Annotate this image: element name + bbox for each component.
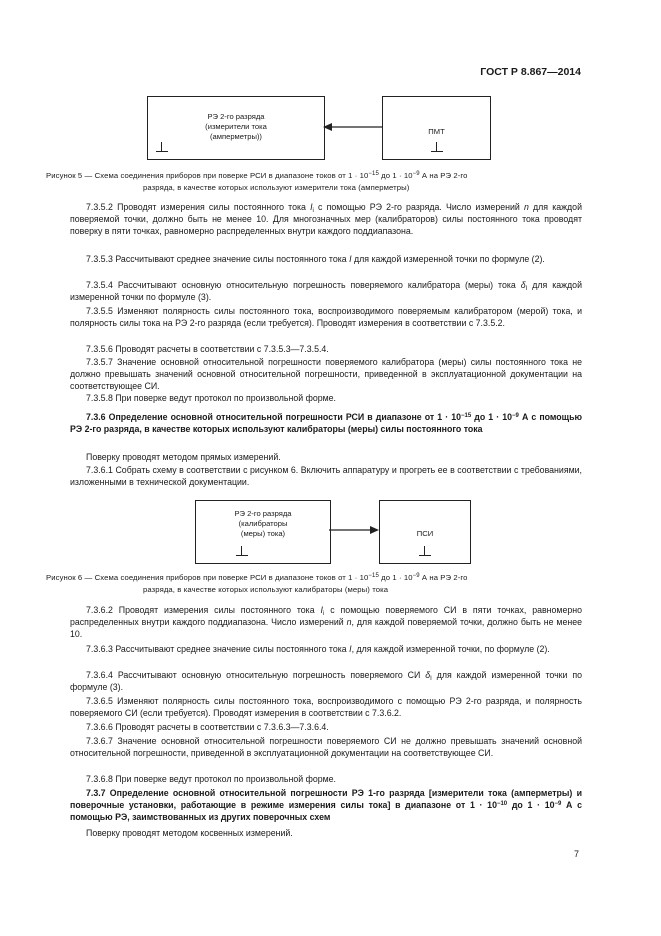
section-7-3-7-title: 7.3.7 Определение основной относительной погрешности РЭ 1-го разряда [измерители тока (амперметры) и поверочные установки, работающие в режиме измерения силы тока] в диапазоне от $1 \cdot 10^{-10}$ до $1 \cdot 10^{-9}$ А с помощью РЭ, заимствованных из других поверочных схем [70,788,582,823]
paragraph-7-3-5-6: 7.3.5.6 Проводят расчеты в соответствии с 7.3.5.3—7.3.5.4. [86,344,329,354]
fig5-left-line1: РЭ 2-го разряда [207,112,265,121]
section-7-3-6-title: 7.3.6 Определение основной относительной погрешности РСИ в диапазоне от $1 \cdot 10^{-15}$ до $1 \cdot 10^{-9}$ А с помощью РЭ 2-го разряда, в качестве которых используют калибраторы (меры) силы постоянного тока [70,412,582,435]
paragraph-7-3-6-4: 7.3.6.4 Рассчитывают основную относительную погрешность поверяемого СИ $\delta_I$ для каждой измеренной точки по формуле (3). [70,670,582,693]
fig5-arrow-left-icon [323,120,383,134]
paragraph-7-3-6-7: 7.3.6.7 Значение основной относительной погрешности поверяемого СИ не должно превышать значений основной относительной погрешности, приведенной в эксплуатационной документации на соответствующее СИ. [70,736,582,759]
paragraph-7-3-5-8: 7.3.5.8 При поверке ведут протокол по произвольной форме. [86,393,336,403]
fig6-arrow-right-icon [329,523,379,537]
document-code: ГОСТ Р 8.867—2014 [480,66,581,78]
paragraph-7-3-6-3: 7.3.6.3 Рассчитывают среднее значение силы постоянного тока I, для каждой измеренной точки, по формуле (2). [86,644,550,654]
paragraph-7-3-5-3: 7.3.5.3 Рассчитывают среднее значение силы постоянного тока I для каждой измеренной точки по формуле (2). [86,254,545,264]
fig5-left-box [147,96,325,160]
figure-5-caption: Рисунок 5 — Схема соединения приборов при поверке РСИ в диапазоне токов от $1 \cdot 10^{-15}$ до $1 \cdot 10^{-9}$ А на РЭ 2-го разряда, в качестве которых используют измерители тока (амперметры) [46,171,468,192]
fig5-left-line2: (измерители тока [205,121,267,131]
ground-icon [236,546,248,558]
fig5-left-line3: (амперметры)) [210,131,262,141]
fig5-right-label: ПМТ [428,127,445,136]
paragraph-7-3-5-7: 7.3.5.7 Значение основной относительной погрешности поверяемого калибратора (меры) силы постоянного тока не должно превышать значений основной относительной погрешности, приведенной в эксплуатационной документации на соответствующее СИ. [70,357,582,392]
fig6-left-line3: (меры) тока) [240,528,286,538]
paragraph-7-3-5-5: 7.3.5.5 Изменяют полярность силы постоянного тока, воспроизводимого поверяемым калибратором (мерой) тока, и полярность силы тока на РЭ 2-го разряда (если требуется). Проводят измерения в соответствии с 7.3.5.2. [70,306,582,329]
fig6-right-label: ПСИ [416,529,434,538]
paragraph-7-3-5-2: 7.3.5.2 Проводят измерения силы постоянного тока $I_i$ с помощью РЭ 2-го разряда. Число измерений n для каждой поверяемой точки, должно быть не менее 10. Для многозначных мер (калибраторов) силы постоянного тока проводят поверку в пяти точках, равномерно распределенных внутри каждого поддиапазона. [70,202,582,237]
paragraph-7-3-7-intro: Поверку проводят методом косвенных измерений. [86,828,293,838]
ground-icon [156,142,168,154]
paragraph-7-3-6-6: 7.3.6.6 Проводят расчеты в соответствии с 7.3.6.3—7.3.6.4. [86,722,329,732]
paragraph-7-3-6-8: 7.3.6.8 При поверке ведут протокол по произвольной форме. [86,774,336,784]
fig6-left-line1: РЭ 2-го разряда [234,509,292,518]
ground-icon [431,142,443,154]
paragraph-7-3-6-1: 7.3.6.1 Собрать схему в соответствии с рисунком 6. Включить аппаратуру и прогреть ее в соответствии с требованиями, изложенными в технической документации. [70,465,582,488]
ground-icon [419,546,431,558]
fig6-left-box [195,500,331,564]
page-number: 7 [573,849,579,859]
paragraph-7-3-6-5: 7.3.6.5 Изменяют полярность силы постоянного тока, воспроизводимого с помощью РЭ 2-го разряда, и полярность поверяемого СИ (если требуется). Проводят измерения в соответствии с 7.3.6.2. [70,696,582,719]
paragraph-7-3-5-4: 7.3.5.4 Рассчитывают основную относительную погрешность поверяемого калибратора (меры) тока $\delta_I$ для каждой измеренной точки по формуле (3). [70,280,582,303]
paragraph-7-3-6-2: 7.3.6.2 Проводят измерения силы постоянного тока $I_i$ с помощью поверяемого СИ в пяти точках, равномерно распределенных внутри каждого поддиапазона. Число измерений n, для каждой поверяемой точки, должно быть не менее 10. [70,605,583,640]
paragraph-7-3-6-intro: Поверку проводят методом прямых измерений. [86,452,281,462]
fig5-right-box [382,96,491,160]
figure-6-caption: Рисунок 6 — Схема соединения приборов при поверке РСИ в диапазоне токов от $1 \cdot 10^{-15}$ до $1 \cdot 10^{-9}$ А на РЭ 2-го разряда, в качестве которых используют калибраторы (меры) тока [46,573,468,594]
fig6-left-line2: (калибраторы [238,518,288,528]
fig6-right-box [379,500,471,564]
